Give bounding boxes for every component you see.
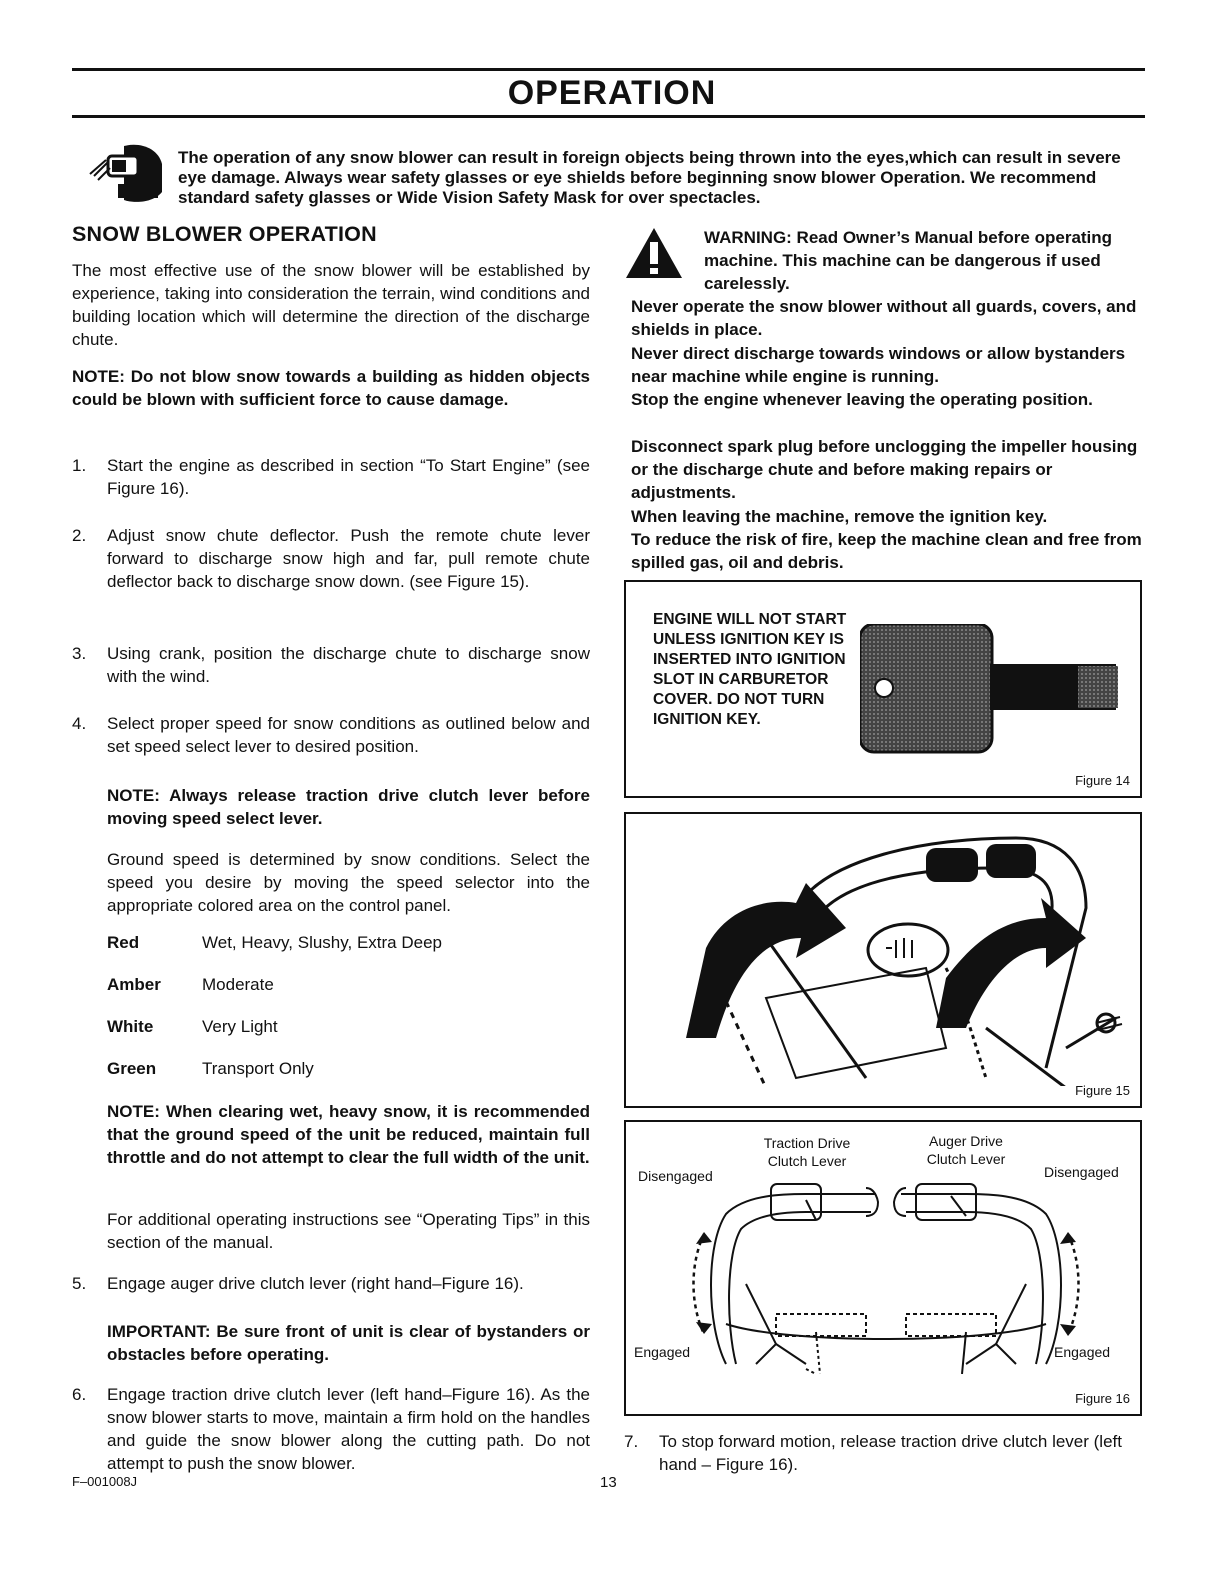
list-number: 4. [72,714,87,733]
speed-color: White [107,1017,154,1036]
traction-lever-label: Traction Drive Clutch Lever [763,1135,851,1169]
list-text: Engage traction drive clutch lever (left hand–Figure 16). As the snow blower starts to move, maintain a firm hold on the handles and guide the snow blower along the cutting path. Do not attempt to push the snow blower. [107,1385,590,1473]
handle-diagram [666,1174,1106,1374]
list-number: 5. [72,1274,87,1293]
speed-desc: Moderate [202,975,274,994]
list-text: Adjust snow chute deflector. Push the remote chute lever forward to discharge snow high and far, pull remote chute deflector back to discharge snow down. (see Figure 15). [107,526,590,591]
warning-line: Never direct discharge towards windows or allow bystanders near machine while engine is running. [631,344,1126,386]
page-title: OPERATION [507,74,717,112]
figure-15-caption: Figure 15 [1075,1083,1130,1098]
list-number: 3. [72,644,87,663]
figure-16-caption: Figure 16 [1075,1391,1130,1406]
figure-15 [624,812,1142,1108]
warning-line: To reduce the risk of fire, keep the machine clean and free from spilled gas, oil and debris. [631,530,1142,572]
figure-16 [624,1120,1142,1416]
document-code: F–001008J [72,1474,138,1489]
speed-desc: Very Light [202,1017,278,1036]
note-building [72,365,590,411]
list-number: 2. [72,526,87,545]
warning-line: When leaving the machine, remove the ignition key. [631,507,1048,526]
disengaged-right-label: Disengaged [1044,1164,1119,1180]
engaged-left-label: Engaged [634,1344,691,1360]
safety-notice: The operation of any snow blower can result in foreign objects being thrown into the eyes,which can result in severe eye damage. Always wear safety glasses or eye shields before beginning snow blower Operation. We recommend standard safety glasses or Wide Vision Safety Mask for over spectacles. [178,148,1121,207]
warning-line: Disconnect spark plug before unclogging the impeller housing or the discharge chute and before making repairs or adjustments. [631,437,1138,502]
list-number: 6. [72,1385,87,1404]
section-heading: SNOW BLOWER OPERATION [72,222,377,246]
list-number: 7. [624,1432,639,1451]
top-rule [72,68,1145,71]
speed-row [107,1017,278,1037]
speed-desc: Transport Only [202,1059,314,1078]
speed-row [107,975,274,995]
warning-line: Stop the engine whenever leaving the operating position. [631,390,1093,409]
note-heavy-snow: NOTE: When clearing wet, heavy snow, it is recommended that the ground speed of the unit be reduced, maintain full throttle and do not attempt to clear the full width of the unit. [107,1102,590,1167]
page-number: 13 [600,1474,617,1491]
speed-color: Red [107,933,140,952]
list-text: Using crank, position the discharge chute to discharge snow with the wind. [107,644,590,686]
intro-paragraph [72,259,590,351]
warning-line: Never operate the snow blower without all guards, covers, and shields in place. [631,297,1137,339]
speed-color: Green [107,1059,157,1078]
speed-desc: Wet, Heavy, Slushy, Extra Deep [202,933,442,952]
ground-speed-text: Ground speed is determined by snow conditions. Select the speed you desire by moving the speed selector into the appropriate colored area on the control panel. [107,850,590,915]
title-underline [72,115,1145,118]
ignition-key-icon [860,624,1130,754]
figure-14 [624,580,1142,798]
list-text: Select proper speed for snow conditions as outlined below and set speed select lever to desired position. [107,714,590,756]
warning-icon [624,226,684,280]
important-note: IMPORTANT: Be sure front of unit is clear of bystanders or obstacles before operating. [107,1322,590,1364]
warning-lead: WARNING: Read Owner’s Manual before operating machine. This machine can be dangerous if used carelessly. [704,228,1113,293]
safety-glasses-icon [84,140,168,206]
ignition-key-notice: ENGINE WILL NOT START UNLESS IGNITION KEY IS INSERTED INTO IGNITION SLOT IN CARBURETOR COVER. DO NOT TURN IGNITION KEY. [653,611,847,728]
additional-instructions: For additional operating instructions see “Operating Tips” in this section of the manual. [107,1210,590,1252]
figure-14-caption: Figure 14 [1075,773,1130,788]
auger-lever-label: Auger Drive Clutch Lever [926,1133,1006,1167]
list-text: To stop forward motion, release traction drive clutch lever (left hand – Figure 16). [659,1432,1122,1474]
disengaged-left-label: Disengaged [638,1168,713,1184]
note-building-text: NOTE: Do not blow snow towards a building as hidden objects could be blown with sufficient force to cause damage. [72,367,590,409]
note-clutch: NOTE: Always release traction drive clutch lever before moving speed select lever. [107,786,590,828]
speed-color: Amber [107,975,161,994]
speed-row [107,933,442,953]
list-number: 1. [72,456,87,475]
list-text: Start the engine as described in section “To Start Engine” (see Figure 16). [107,456,590,498]
intro-text: The most effective use of the snow blower will be established by experience, taking into consideration the terrain, wind conditions and building location which will determine the direction of the discharge chute. [72,261,590,349]
list-text: Engage auger drive clutch lever (right hand–Figure 16). [107,1274,524,1293]
speed-row [107,1059,314,1079]
snow-blower-illustration [646,828,1126,1086]
engaged-right-label: Engaged [1054,1344,1111,1360]
